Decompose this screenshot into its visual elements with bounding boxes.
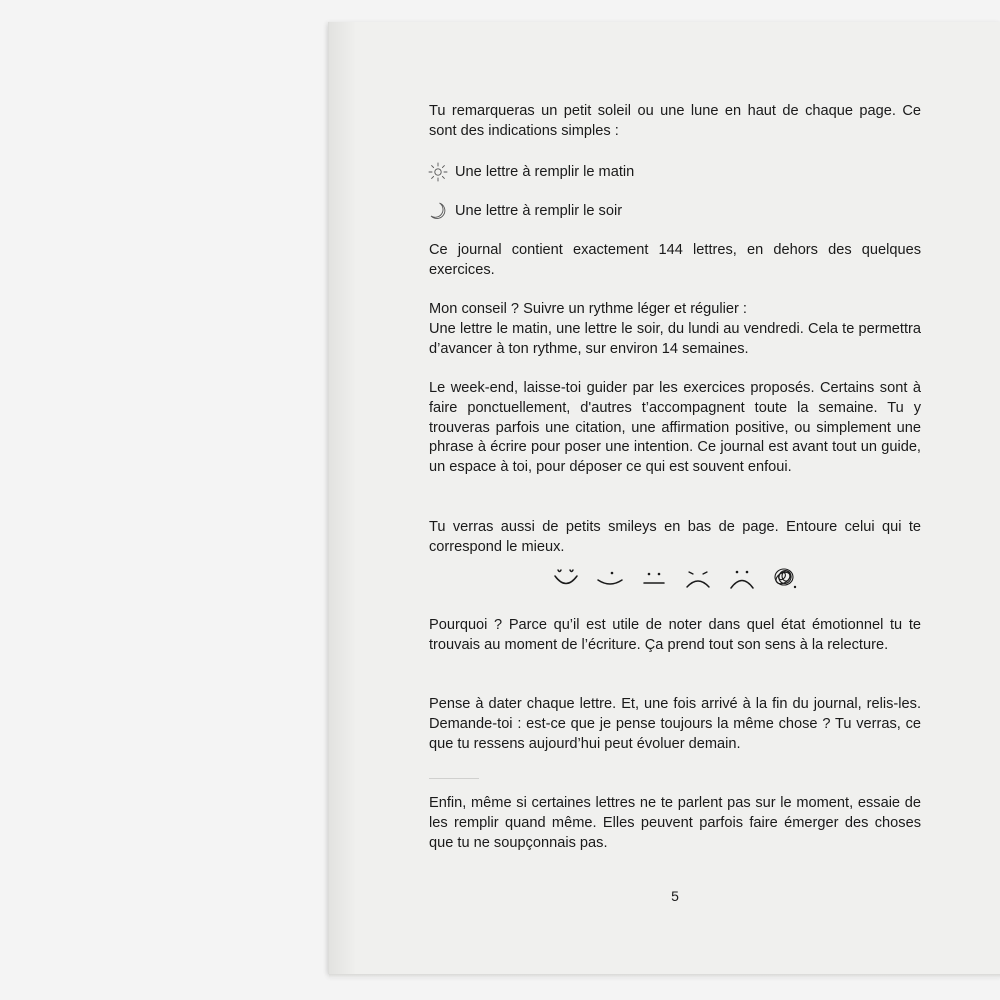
moon-item <box>427 200 622 222</box>
count-paragraph: Ce journal contient exactement 144 lettres, en dehors des quelques exercices. <box>429 242 921 278</box>
weekend-paragraph: Le week-end, laisse-toi guider par les exercices proposés. Certains sont à faire ponctuellement, d'autres t’accompagnent toute la semaine. Tu y trouveras parfois une citation, une affirmation positive, ou simplement une phrase à écrire pour poser une intention. Ce journal est avant tout un guide, un espace à toi, pour déposer ce qui est souvent enfoui. <box>429 380 921 476</box>
advice-line-1: Mon conseil ? Suivre un rythme léger et régulier : <box>429 301 747 317</box>
sun-item <box>427 161 634 183</box>
why-paragraph: Pourquoi ? Parce qu’il est utile de noter dans quel état émotionnel tu te trouvais au moment de l’écriture. Ça prend tout son sens à la relecture. <box>429 617 921 653</box>
page-number: 5 <box>671 888 679 904</box>
mood-smileys <box>551 565 801 591</box>
moon-item-label: Une lettre à remplir le soir <box>455 203 623 219</box>
smiley-paragraph: Tu verras aussi de petits smileys en bas de page. Entoure celui qui te correspond le mieux. <box>429 519 921 555</box>
final-paragraph: Enfin, même si certaines lettres ne te parlent pas sur le moment, essaie de les remplir quand même. Elles peuvent parfois faire émerger des choses que tu ne soupçonnais pas. <box>429 795 921 851</box>
scribble-overwhelmed-icon[interactable] <box>771 565 801 591</box>
neutral-face-icon[interactable] <box>639 565 669 591</box>
very-sad-face-icon[interactable] <box>727 565 757 591</box>
divider <box>429 778 479 779</box>
sad-face-icon[interactable] <box>683 565 713 591</box>
sun-item-label: Une lettre à remplir le matin <box>455 164 635 180</box>
smile-face-icon[interactable] <box>595 565 625 591</box>
intro-paragraph: Tu remarqueras un petit soleil ou une lune en haut de chaque page. Ce sont des indications simples : <box>429 103 921 139</box>
advice-line-2: Une lettre le matin, une lettre le soir, du lundi au vendredi. Cela te permettra d’avancer à ton rythme, sur environ 14 semaines. <box>429 321 921 357</box>
very-happy-face-icon[interactable] <box>551 565 581 591</box>
book-page <box>328 22 1000 974</box>
date-paragraph: Pense à dater chaque lettre. Et, une fois arrivé à la fin du journal, relis-les. Demande-toi : est-ce que je pense toujours la même chose ? Tu verras, ce que tu ressens aujourd’hui peut évoluer demain. <box>429 696 921 752</box>
sun-icon <box>427 161 449 183</box>
moon-icon <box>427 200 449 222</box>
